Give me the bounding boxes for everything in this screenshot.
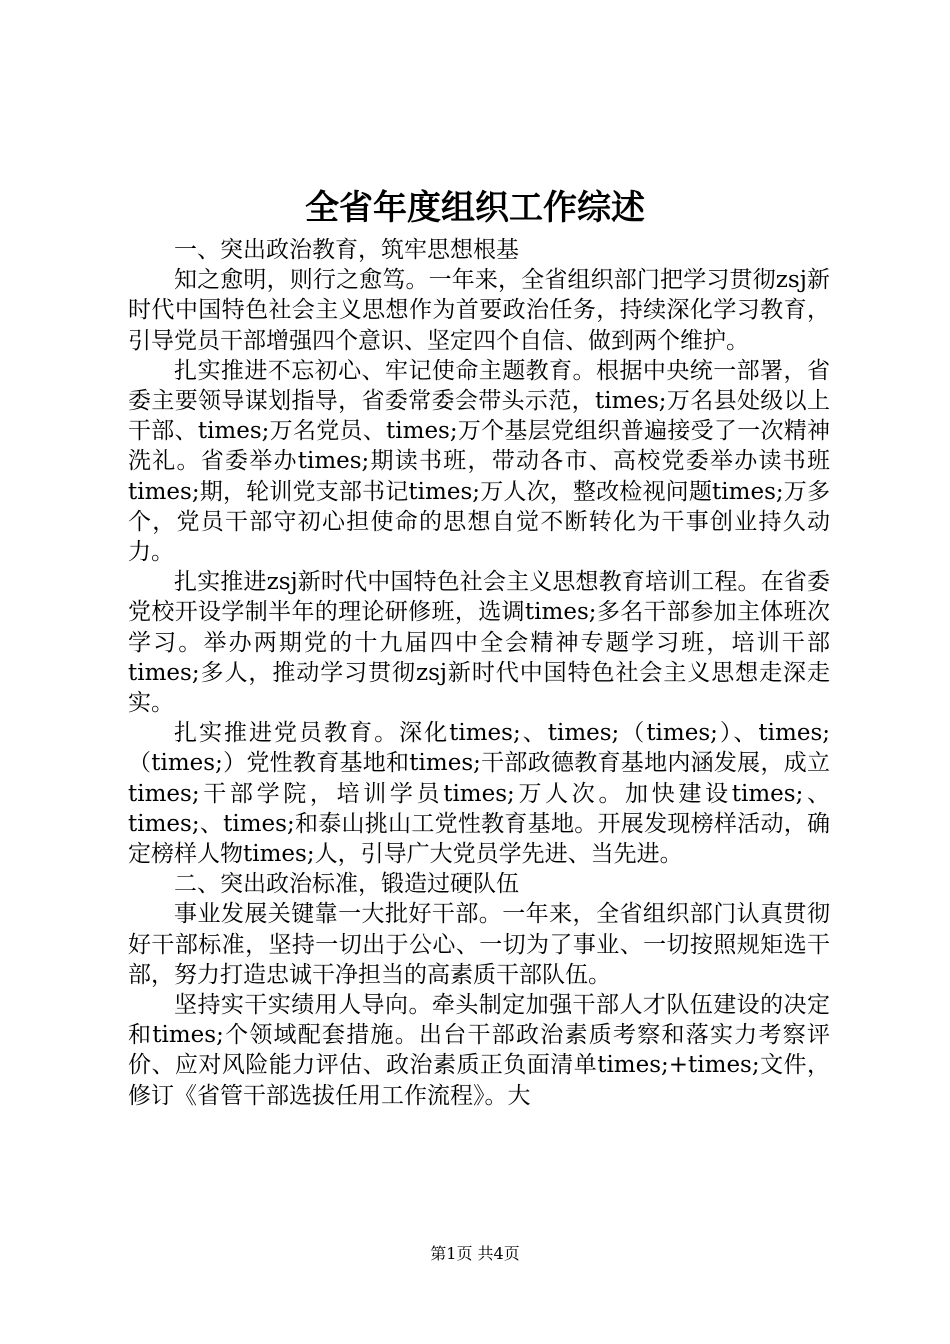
paragraph: 扎实推进zsj新时代中国特色社会主义思想教育培训工程。在省委党校开设学制半年的理论研修班，选调times;多名干部参加主体班次学习。举办两期党的十九届四中全会精神专题学习班，培训干部times;多人，推动学习贯彻zsj新时代中国特色社会主义思想走深走实。 (128, 569, 830, 717)
paragraph: 事业发展关键靠一大批好干部。一年来，全省组织部门认真贯彻好干部标准，坚持一切出于公心、一切为了事业、一切按照规矩选干部，努力打造忠诚干净担当的高素质干部队伍。 (128, 901, 830, 988)
paragraph: 坚持实干实绩用人导向。牵头制定加强干部人才队伍建设的决定和times;个领域配套措施。出台干部政治素质考察和落实力考察评价、应对风险能力评估、政治素质正负面清单times;+times;文件，修订《省管干部选拔任用工作流程》。大 (128, 992, 830, 1109)
section-heading-2: 二、突出政治标准，锻造过硬队伍 (174, 871, 519, 898)
paragraph: 知之愈明，则行之愈笃。一年来，全省组织部门把学习贯彻zsj新时代中国特色社会主义思想作为首要政治任务，持续深化学习教育，引导党员干部增强四个意识、坚定四个自信、做到两个维护。 (128, 267, 830, 354)
page-footer: 第1页 共4页 (430, 1244, 520, 1263)
paragraph: 扎实推进不忘初心、牢记使命主题教育。根据中央统一部署，省委主要领导谋划指导，省委常委会带头示范，times;万名县处级以上干部、times;万名党员、times;万个基层党组织普遍接受了一次精神洗礼。省委举办times;期读书班，带动各市、高校党委举办读书班times;期，轮训党支部书记times;万人次，整改检视问题times;万多个，党员干部守初心担使命的思想自觉不断转化为干事创业持久动力。 (128, 357, 830, 566)
document-body (128, 235, 830, 1111)
section-heading-1: 一、突出政治教育，筑牢思想根基 (174, 237, 519, 263)
paragraph: 扎实推进党员教育。深化times;、times;（times;）、times;（times;）党性教育基地和times;干部政德教育基地内涵发展，成立times;干部学院，培训学员times;万人次。加快建设times;、times;、times;和泰山挑山工党性教育基地。开展发现榜样活动，确定榜样人物times;人，引导广大党员学先进、当先进。 (128, 720, 830, 868)
document-title: 全省年度组织工作综述 (305, 188, 645, 228)
